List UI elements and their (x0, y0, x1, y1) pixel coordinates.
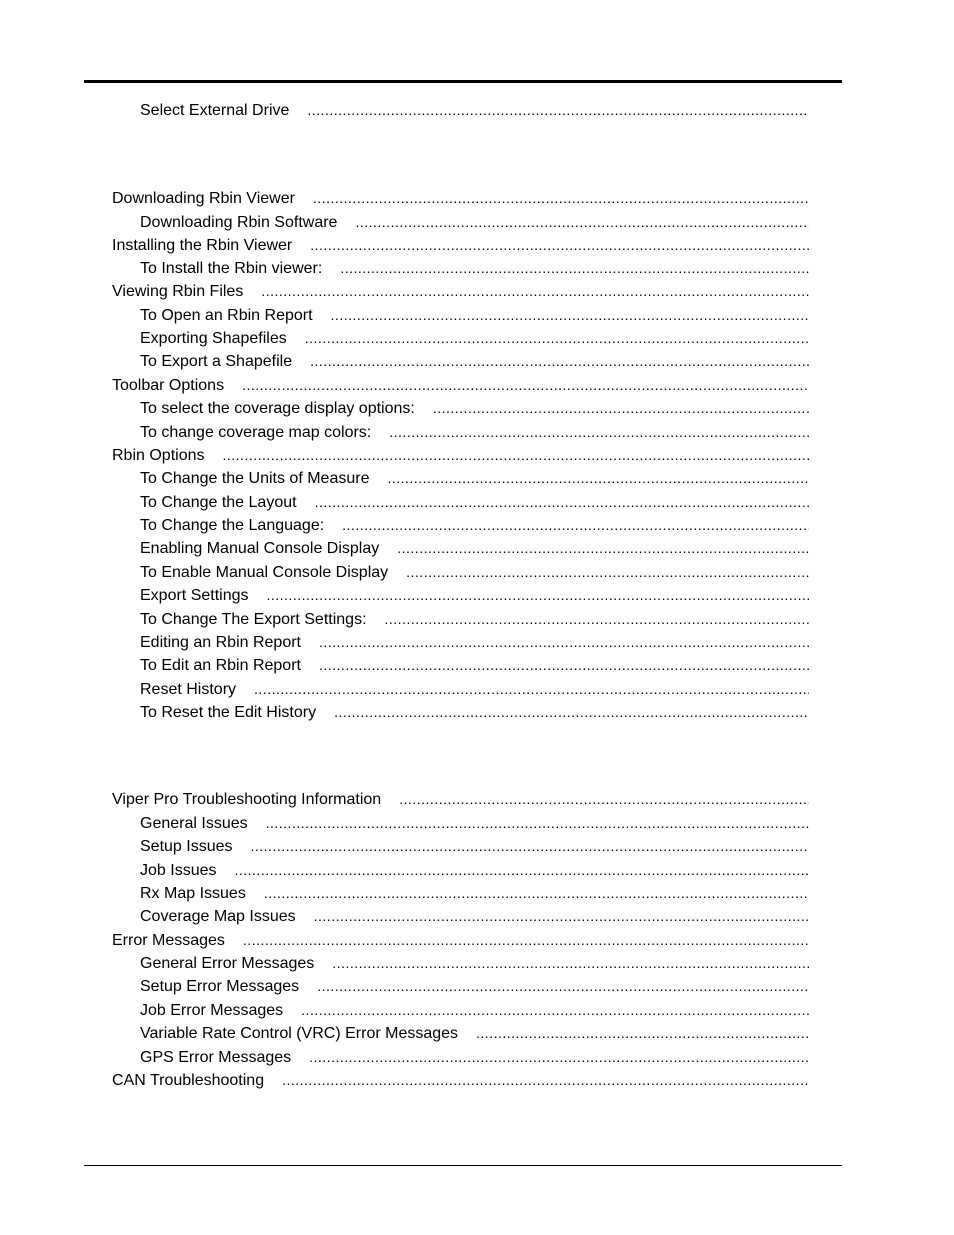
toc-entry[interactable] (112, 1070, 809, 1091)
toc-entry[interactable] (140, 212, 809, 233)
toc-entry-label: Viewing Rbin Files (112, 283, 244, 300)
dot-leader (243, 930, 809, 950)
toc-entry-label: Exporting Shapefiles (140, 330, 287, 347)
toc-entry[interactable] (140, 422, 809, 443)
toc-entry-label: To Edit an Rbin Report (140, 657, 301, 674)
toc-entry-label: To select the coverage display options: (140, 400, 415, 417)
toc-entry[interactable] (112, 375, 809, 396)
dot-leader (264, 883, 809, 903)
toc-entry[interactable] (112, 930, 809, 951)
toc-entry[interactable] (140, 836, 809, 857)
toc-entry[interactable] (140, 538, 809, 559)
header-rule (84, 80, 842, 83)
dot-leader (251, 836, 810, 856)
toc-entry[interactable] (140, 468, 809, 489)
dot-leader (319, 655, 809, 675)
toc-entry[interactable] (140, 585, 809, 606)
toc-entry-label: Downloading Rbin Software (140, 214, 338, 231)
toc-entry[interactable] (112, 445, 809, 466)
toc-entry-label: To Enable Manual Console Display (140, 564, 389, 581)
toc-entry-label: General Issues (140, 815, 248, 832)
toc-entry[interactable] (140, 100, 809, 121)
dot-leader (397, 538, 809, 558)
dot-leader (342, 515, 809, 535)
dot-leader (389, 422, 809, 442)
toc-entry-label: CAN Troubleshooting (112, 1072, 265, 1089)
dot-leader (282, 1070, 809, 1090)
dot-leader (331, 305, 809, 325)
dot-leader (319, 632, 809, 652)
dot-leader (310, 235, 809, 255)
toc-entry-label: Setup Issues (140, 838, 233, 855)
dot-leader (307, 100, 809, 120)
toc-entry[interactable] (140, 1023, 809, 1044)
toc-entry[interactable] (140, 492, 809, 513)
toc-entry-label: Job Error Messages (140, 1002, 284, 1019)
toc-entry[interactable] (140, 398, 809, 419)
toc-entry[interactable] (140, 515, 809, 536)
dot-leader (314, 906, 809, 926)
dot-leader (234, 860, 809, 880)
dot-leader (223, 445, 810, 465)
toc-entry-label: Installing the Rbin Viewer (112, 237, 293, 254)
toc-entry-label: To change coverage map colors: (140, 424, 372, 441)
toc-entry-label: Toolbar Options (112, 377, 225, 394)
dot-leader (433, 398, 809, 418)
dot-leader (266, 813, 809, 833)
dot-leader (317, 976, 809, 996)
dot-leader (406, 562, 809, 582)
toc-entry[interactable] (140, 305, 809, 326)
dot-leader (242, 375, 809, 395)
dot-leader (385, 609, 809, 629)
dot-leader (310, 351, 809, 371)
dot-leader (254, 679, 809, 699)
toc-entry-label: Rx Map Issues (140, 885, 246, 902)
toc-entry[interactable] (140, 351, 809, 372)
toc-entry-label: Reset History (140, 681, 237, 698)
toc-entry[interactable] (112, 281, 809, 302)
toc-entry-label: Editing an Rbin Report (140, 634, 301, 651)
dot-leader (334, 702, 809, 722)
dot-leader (476, 1023, 809, 1043)
toc-entry[interactable] (112, 789, 809, 810)
dot-leader (313, 188, 809, 208)
toc-entry-label: To Change the Language: (140, 517, 325, 534)
toc-entry[interactable] (140, 860, 809, 881)
dot-leader (261, 281, 809, 301)
toc-entry-label: Export Settings (140, 587, 249, 604)
toc-entry[interactable] (140, 632, 809, 653)
toc-entry[interactable] (140, 258, 809, 279)
toc-entry[interactable] (112, 235, 809, 256)
toc-entry[interactable] (140, 976, 809, 997)
toc-entry-label: Enabling Manual Console Display (140, 540, 380, 557)
toc-entry[interactable] (140, 1000, 809, 1021)
footer-rule (84, 1165, 842, 1166)
toc-entry-label: Variable Rate Control (VRC) Error Messages (140, 1025, 459, 1042)
toc-entry-label: Select External Drive (140, 102, 290, 119)
toc-entry-label: To Install the Rbin viewer: (140, 260, 323, 277)
toc-entry-label: GPS Error Messages (140, 1049, 292, 1066)
dot-leader (309, 1047, 809, 1067)
toc-entry[interactable] (140, 702, 809, 723)
toc-entry-label: To Open an Rbin Report (140, 307, 313, 324)
dot-leader (332, 953, 809, 973)
dot-leader (301, 1000, 809, 1020)
toc-entry-label: Setup Error Messages (140, 978, 300, 995)
toc-entry-label: To Export a Shapefile (140, 353, 293, 370)
toc-entry[interactable] (112, 188, 809, 209)
toc-entry[interactable] (140, 679, 809, 700)
dot-leader (267, 585, 810, 605)
toc-entry[interactable] (140, 562, 809, 583)
toc-entry[interactable] (140, 655, 809, 676)
toc-entry-label: Error Messages (112, 932, 225, 949)
toc-entry-label: Downloading Rbin Viewer (112, 190, 295, 207)
toc-entry[interactable] (140, 813, 809, 834)
toc-entry-label: Viper Pro Troubleshooting Information (112, 791, 382, 808)
dot-leader (399, 789, 809, 809)
dot-leader (340, 258, 809, 278)
toc-entry[interactable] (140, 328, 809, 349)
toc-entry[interactable] (140, 609, 809, 630)
dot-leader (315, 492, 809, 512)
toc-entry[interactable] (140, 953, 809, 974)
toc-entry-label: General Error Messages (140, 955, 315, 972)
toc-entry-label: To Change the Units of Measure (140, 470, 370, 487)
dot-leader (387, 468, 809, 488)
toc-entry[interactable] (140, 883, 809, 904)
toc-entry-label: Coverage Map Issues (140, 908, 296, 925)
toc-entry[interactable] (140, 906, 809, 927)
toc-entry-label: To Change the Layout (140, 494, 297, 511)
dot-leader (355, 212, 809, 232)
toc-entry[interactable] (140, 1047, 809, 1068)
toc-entry-label: Job Issues (140, 862, 217, 879)
toc-entry-label: To Change The Export Settings: (140, 611, 367, 628)
toc-entry-label: Rbin Options (112, 447, 205, 464)
dot-leader (305, 328, 809, 348)
toc-entry-label: To Reset the Edit History (140, 704, 317, 721)
